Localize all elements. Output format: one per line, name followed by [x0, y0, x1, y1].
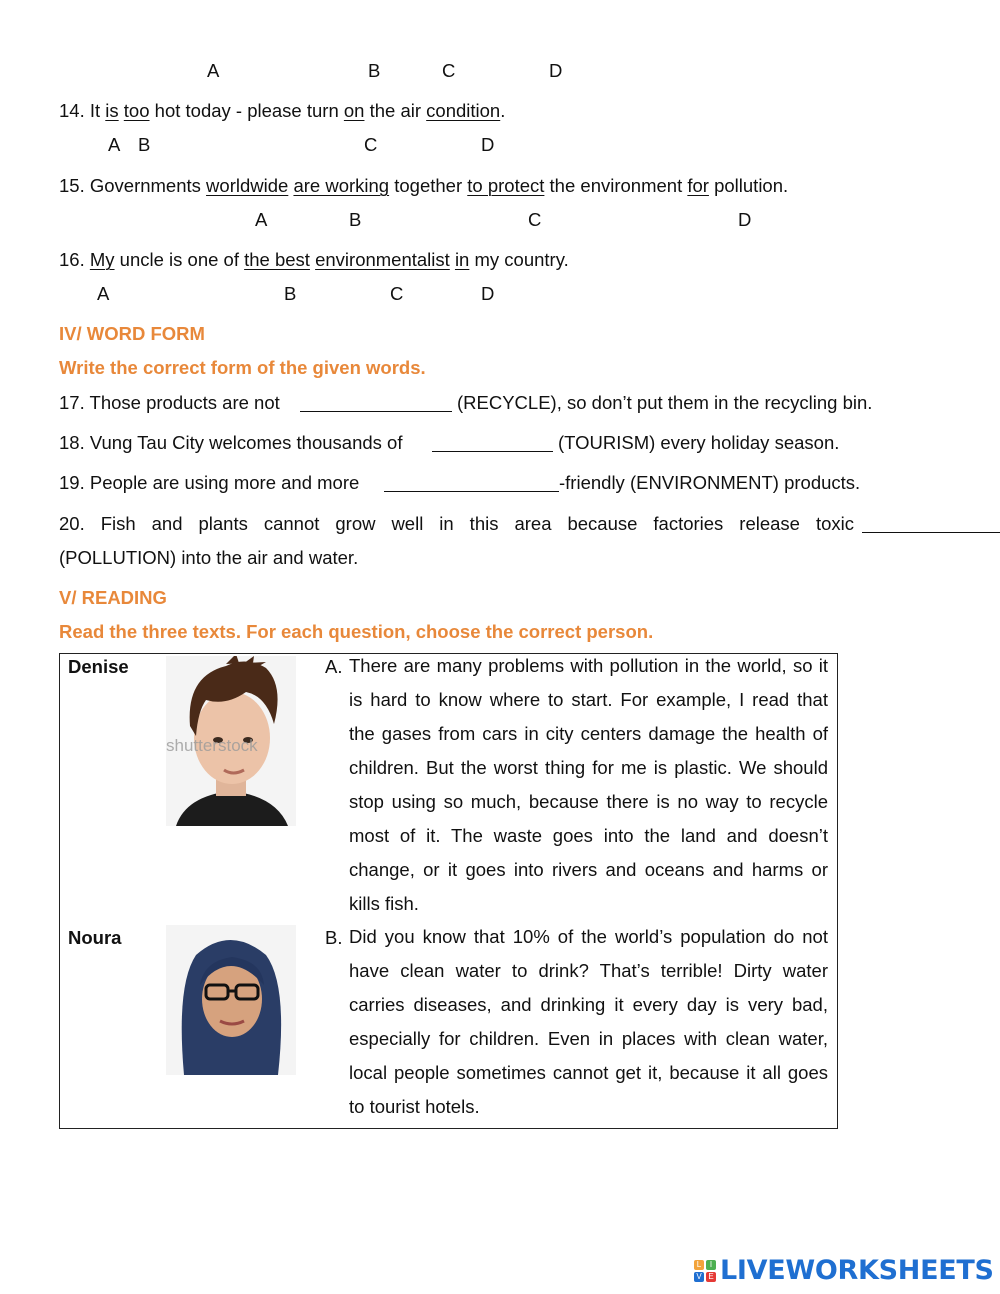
q20-line-1: 20. Fish and plants cannot grow well in this area because factories release toxic — [59, 513, 854, 534]
liveworksheets-logo — [694, 1255, 994, 1286]
option-a-text: worldwide — [206, 175, 289, 196]
q13-letter-c: C — [442, 60, 456, 81]
option-a-text: is — [105, 100, 119, 121]
q13-letter-a: A — [207, 60, 220, 81]
question-number: 16. — [59, 249, 85, 270]
q15-letter-d: D — [738, 209, 752, 230]
section-instruction-word-form: Write the correct form of the given words. — [59, 357, 426, 378]
photo-noura — [166, 925, 296, 1075]
question-number: 15. — [59, 175, 85, 196]
option-d-text: in — [454, 249, 470, 270]
q18-answer-blank[interactable] — [432, 432, 553, 452]
q16-letter-c: C — [390, 283, 404, 304]
option-c-text: on — [343, 100, 365, 121]
q15-letter-a: A — [255, 209, 268, 230]
q15-letter-b: B — [349, 209, 362, 230]
text-letter-b: B. — [325, 927, 343, 948]
text: my country. — [469, 249, 569, 270]
person-name-noura: Noura — [68, 927, 122, 948]
text: together — [389, 175, 468, 196]
text: hot today - please turn — [149, 100, 344, 121]
q13-letter-b: B — [368, 60, 381, 81]
q14-letter-c: C — [364, 134, 378, 155]
q19-answer-blank[interactable] — [384, 472, 559, 492]
question-15 — [59, 175, 788, 197]
option-d-text: condition — [426, 100, 501, 121]
q16-letter-a: A — [97, 283, 110, 304]
q17-text-after: (RECYCLE), so don’t put them in the recycling bin. — [457, 392, 873, 413]
q20-line-2: (POLLUTION) into the air and water. — [59, 547, 359, 568]
q15-letter-c: C — [528, 209, 542, 230]
q19-text-after: -friendly (ENVIRONMENT) products. — [559, 472, 861, 493]
reading-text-a: There are many problems with pollution in the world, so it is hard to know where to start. For example, I read that the gases from cars in city centers damage the health of children. But the worst thing for me is plastic. We should stop using so much, because there is no way to recycle most of it. The waste goes into the land and doesn’t change, or it goes into rivers and oceans and harms or kills fish. — [349, 655, 828, 914]
text: Governments — [89, 175, 207, 196]
text: It — [89, 100, 106, 121]
q14-letter-b: B — [138, 134, 151, 155]
q18-text-before: 18. Vung Tau City welcomes thousands of — [59, 432, 403, 453]
section-heading-word-form: IV/ WORD FORM — [59, 323, 205, 344]
logo-icon-letter: I — [706, 1260, 716, 1270]
option-b-text: the best — [244, 249, 310, 270]
q16-letter-b: B — [284, 283, 297, 304]
q19-text-before: 19. People are using more and more — [59, 472, 360, 493]
logo-icon-letter: L — [694, 1260, 704, 1270]
option-d-text: for — [687, 175, 709, 196]
section-instruction-reading: Read the three texts. For each question, choose the correct person. — [59, 621, 654, 642]
text-letter-a: A. — [325, 656, 343, 677]
question-number: 14. — [59, 100, 85, 121]
q17-text-before: 17. Those products are not — [59, 392, 280, 413]
text: uncle is one of — [114, 249, 245, 270]
portrait-image — [166, 925, 296, 1075]
q16-letter-d: D — [481, 283, 495, 304]
text: the air — [364, 100, 427, 121]
logo-icon-letter: V — [694, 1272, 704, 1282]
person-name-denise: Denise — [68, 656, 129, 677]
q18-text-after: (TOURISM) every holiday season. — [558, 432, 840, 453]
option-b-text: are working — [293, 175, 390, 196]
q13-letter-d: D — [549, 60, 563, 81]
text: the environment — [544, 175, 688, 196]
watermark-text: shutterstock — [166, 736, 258, 755]
q20-answer-blank[interactable] — [862, 513, 1000, 533]
section-heading-reading: V/ READING — [59, 587, 167, 608]
option-b-text: too — [123, 100, 150, 121]
q14-letter-d: D — [481, 134, 495, 155]
photo-denise — [166, 656, 296, 826]
reading-text-b: Did you know that 10% of the world’s population do not have clean water to drink? That’s terrible! Dirty water carries diseases, and drinking it every day is very bad, especially for children. Even in places with clean water, local people sometimes cannot get it, because it all goes to tourist hotels. — [349, 926, 828, 1117]
text: pollution. — [708, 175, 789, 196]
option-c-text: to protect — [467, 175, 545, 196]
q14-letter-a: A — [108, 134, 121, 155]
question-16 — [59, 249, 569, 271]
text: . — [500, 100, 506, 121]
logo-icon-letter: E — [706, 1272, 716, 1282]
logo-text: LIVEWORKSHEETS — [720, 1255, 994, 1286]
logo-icon — [694, 1260, 716, 1282]
option-a-text: My — [89, 249, 115, 270]
question-14 — [59, 100, 505, 122]
option-c-text: environmentalist — [315, 249, 450, 270]
q17-answer-blank[interactable] — [300, 392, 452, 412]
